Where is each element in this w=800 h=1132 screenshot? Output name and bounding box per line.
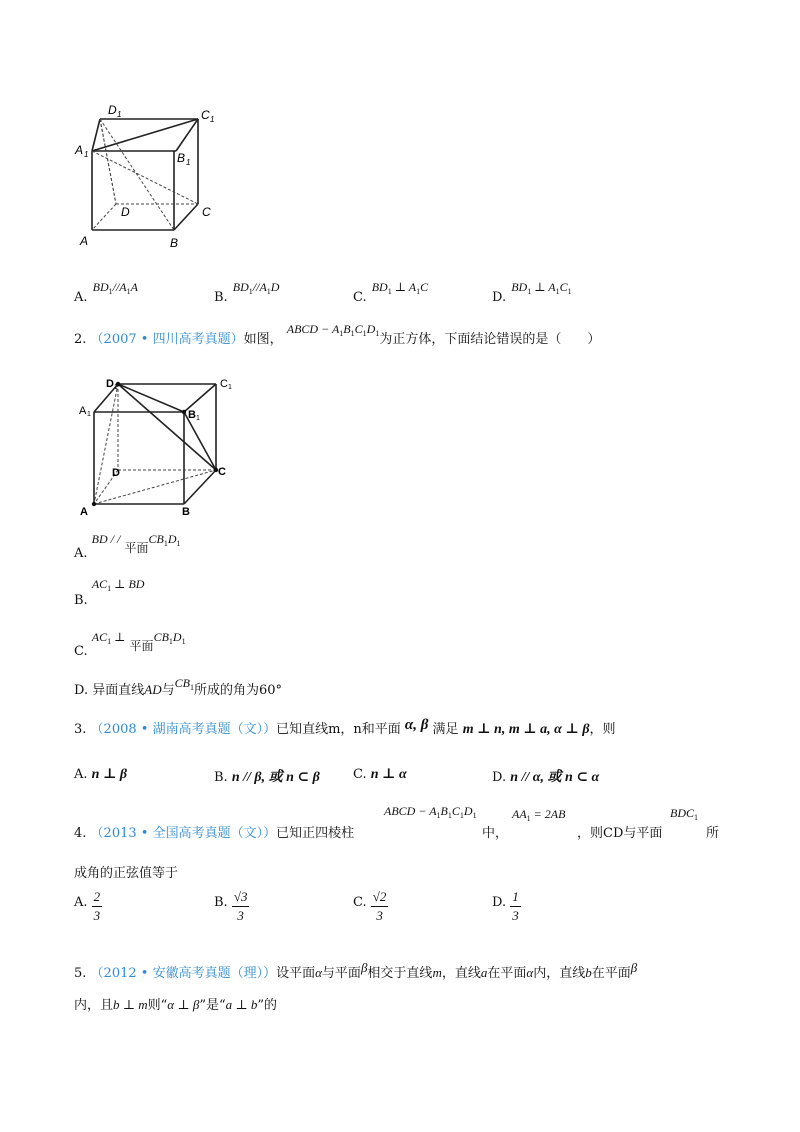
option-letter: D. bbox=[492, 770, 507, 785]
q4-option-c[interactable] bbox=[353, 888, 388, 925]
q1-label-d: D bbox=[121, 205, 130, 219]
option-letter: D. bbox=[492, 290, 507, 305]
q2-label-a1-sub: 1 bbox=[87, 411, 91, 418]
stem-text: 为正方体，下面结论错误的是（ ） bbox=[379, 332, 601, 347]
subscript: 1 bbox=[248, 287, 253, 296]
stem-text: 满足 bbox=[432, 722, 459, 737]
stem-text: 已知正四棱柱 bbox=[276, 826, 355, 841]
q1-option-a[interactable] bbox=[74, 276, 138, 305]
option-letter: A. bbox=[74, 895, 88, 910]
option-math: D bbox=[270, 280, 280, 294]
subscript: 1 bbox=[527, 287, 532, 296]
subscript: 1 bbox=[126, 287, 131, 296]
q4-stem-post bbox=[577, 822, 662, 841]
option-math: n // α, 或 n ⊂ α bbox=[510, 770, 600, 785]
option-text: 平面 bbox=[124, 541, 149, 555]
q4-option-d[interactable] bbox=[492, 888, 521, 925]
q4-stem-math: ABCD − $A_1B_1C_1D_1$ bbox=[384, 804, 477, 820]
option-letter: D. bbox=[492, 895, 507, 910]
option-letter: C. bbox=[353, 895, 367, 910]
math-text: AA bbox=[512, 807, 527, 821]
subscript: 1 bbox=[567, 287, 572, 296]
subscript: 1 bbox=[181, 637, 186, 646]
stem-math: β bbox=[360, 960, 368, 975]
q2-label-b1-sub: 1 bbox=[196, 415, 200, 422]
q1-label-a1-sub: 1 bbox=[84, 150, 89, 159]
q1-option-c[interactable] bbox=[353, 276, 429, 305]
question-source: （2013 • 全国高考真题（文）） bbox=[90, 826, 277, 841]
q1-option-b[interactable] bbox=[214, 276, 280, 305]
question-source: （2012 • 安徽高考真题（理）） bbox=[90, 966, 277, 981]
option-math: n // β, 或 n ⊂ β bbox=[231, 770, 320, 785]
fraction bbox=[510, 888, 521, 925]
q4-stem-end bbox=[706, 822, 719, 841]
option-letter: C. bbox=[74, 644, 88, 659]
question-number: 3. bbox=[74, 722, 87, 737]
stem-math: α, β bbox=[404, 717, 429, 733]
q4-option-b[interactable] bbox=[214, 888, 249, 925]
q2-label-c1: C bbox=[220, 378, 228, 390]
q2-option-d[interactable] bbox=[74, 676, 282, 699]
stem-text: ，则CD与平面 bbox=[577, 826, 663, 841]
stem-math: m ⊥ n, m ⊥ a, α ⊥ β bbox=[462, 722, 590, 737]
q1-label-b1: B bbox=[177, 151, 186, 165]
q3-option-a[interactable] bbox=[74, 766, 127, 783]
subscript: 1 bbox=[266, 287, 271, 296]
option-math bbox=[175, 676, 194, 690]
stem-math: β bbox=[630, 960, 638, 975]
stem-math: α bbox=[315, 965, 322, 980]
q4-stem-mid bbox=[482, 822, 508, 841]
q3-option-c[interactable] bbox=[353, 766, 407, 783]
q1-cube-figure bbox=[70, 100, 230, 250]
subscript: 1 bbox=[339, 329, 344, 338]
q1-label-c: C bbox=[202, 205, 211, 219]
subscript: 1 bbox=[472, 811, 477, 820]
q4-stem bbox=[74, 822, 354, 841]
numerator: √2 bbox=[371, 888, 389, 907]
question-source: （2007 • 四川高考真题） bbox=[90, 332, 244, 347]
option-text: 平面 bbox=[129, 639, 154, 653]
option-math: ⊥ A bbox=[391, 280, 417, 294]
math-text: CB bbox=[174, 676, 190, 690]
q2-label-b1: B bbox=[188, 409, 196, 421]
q1-label-b: B bbox=[170, 236, 179, 250]
q3-option-d[interactable] bbox=[492, 766, 599, 786]
subscript: 1 bbox=[459, 811, 464, 820]
fraction bbox=[232, 888, 250, 925]
subscript: 1 bbox=[176, 539, 181, 548]
option-text: 与 bbox=[161, 683, 175, 698]
option-math: CB bbox=[148, 532, 164, 546]
stem-text: 如图， bbox=[243, 332, 283, 347]
subscript: 1 bbox=[163, 539, 168, 548]
subscript: 1 bbox=[555, 287, 560, 296]
subscript: 1 bbox=[436, 811, 441, 820]
option-text: 异面直线 bbox=[92, 683, 145, 698]
stem-text: 中， bbox=[482, 826, 509, 841]
math-text: ABCD − A bbox=[286, 322, 340, 336]
subscript: 1 bbox=[387, 287, 392, 296]
stem-text: ，则 bbox=[589, 722, 616, 737]
subscript: 1 bbox=[108, 287, 113, 296]
q2-label-d: D bbox=[112, 467, 120, 479]
stem-text: ，直线 bbox=[441, 966, 481, 981]
denominator: 3 bbox=[93, 908, 101, 923]
q5-stem-line2 bbox=[74, 994, 277, 1013]
numerator: 2 bbox=[92, 888, 103, 907]
subscript: 1 bbox=[694, 813, 698, 822]
stem-text: 与平面 bbox=[321, 966, 361, 981]
option-math: ⊥ A bbox=[531, 280, 556, 294]
stem-math: b bbox=[585, 965, 592, 980]
subscript: 1 bbox=[107, 584, 112, 593]
stem-math: a bbox=[480, 965, 488, 980]
q2-option-c[interactable]: C. $AC_1$ ⊥ 平面$CB_1D_1$ bbox=[74, 630, 186, 659]
stem-text: 内，直线 bbox=[533, 966, 586, 981]
option-math: BD bbox=[511, 280, 528, 294]
option-math: BD / / bbox=[91, 532, 121, 546]
q2-label-a1: A bbox=[79, 405, 87, 417]
subscript: 1 bbox=[189, 683, 194, 692]
q1-label-d1-sub: 1 bbox=[117, 110, 122, 119]
q1-option-d[interactable] bbox=[492, 276, 572, 305]
option-letter: B. bbox=[214, 895, 228, 910]
subscript: 1 bbox=[447, 811, 452, 820]
q5-stem-line1 bbox=[74, 962, 637, 981]
subscript: 1 bbox=[350, 329, 355, 338]
option-math: BD bbox=[371, 280, 388, 294]
question-number: 2. bbox=[74, 332, 87, 347]
subscript: 1 bbox=[107, 637, 112, 646]
option-math: //A bbox=[252, 280, 267, 294]
q3-stem bbox=[74, 718, 616, 738]
stem-math: a ⊥ b bbox=[225, 997, 258, 1012]
option-letter: A. bbox=[74, 290, 88, 305]
option-math: BD bbox=[232, 280, 249, 294]
stem-text: 则“ bbox=[147, 998, 168, 1013]
option-letter: C. bbox=[353, 767, 367, 782]
q1-label-c1-sub: 1 bbox=[210, 115, 215, 124]
option-math: CB bbox=[153, 630, 169, 644]
q1-label-a1: A bbox=[75, 143, 84, 157]
fraction bbox=[371, 888, 389, 925]
option-math: C bbox=[559, 280, 568, 294]
q2-label-c: C bbox=[218, 466, 226, 478]
q2-label-d1-sub: 1 bbox=[114, 384, 118, 391]
stem-text: 所 bbox=[706, 826, 720, 841]
option-letter: C. bbox=[353, 290, 367, 305]
option-math: BD bbox=[92, 280, 109, 294]
stem-text: 已知直线m，n和平面 bbox=[276, 722, 401, 737]
q1-label-d1: D bbox=[108, 103, 117, 117]
stem-text: 在平面 bbox=[487, 966, 527, 981]
denominator: 3 bbox=[376, 908, 383, 923]
subscript: 1 bbox=[526, 814, 531, 823]
q4-stem-cond bbox=[512, 807, 565, 823]
option-math: n ⊥ β bbox=[91, 767, 128, 782]
subscript: 1 bbox=[375, 329, 380, 338]
math-text: ABCD − A bbox=[384, 804, 437, 818]
option-math: AC bbox=[91, 577, 108, 591]
denominator: 3 bbox=[512, 908, 519, 923]
q2-label-a: A bbox=[80, 506, 88, 518]
option-letter: B. bbox=[214, 770, 228, 785]
stem-math: b ⊥ m bbox=[113, 997, 148, 1012]
q2-label-d1: D bbox=[106, 378, 114, 390]
q3-option-b[interactable] bbox=[214, 766, 320, 786]
math-text: = 2AB bbox=[530, 807, 566, 821]
q1-label-c1: C bbox=[201, 108, 210, 122]
option-letter: A. bbox=[74, 546, 88, 561]
option-math: n ⊥ α bbox=[370, 767, 407, 782]
q2-stem bbox=[74, 322, 601, 348]
option-math: ⊥ bbox=[111, 630, 126, 644]
subscript: 1 bbox=[416, 287, 421, 296]
q4-stem-line2 bbox=[74, 862, 178, 881]
option-math: ⊥ BD bbox=[111, 577, 145, 591]
q4-stem-plane bbox=[670, 806, 698, 822]
q2-option-b[interactable] bbox=[74, 577, 145, 608]
stem-text: 相交于直线 bbox=[367, 966, 433, 981]
stem-text: 设平面 bbox=[276, 966, 316, 981]
q2-cube-figure bbox=[72, 372, 242, 520]
q2-label-c1-sub: 1 bbox=[228, 384, 232, 391]
stem-math: α ⊥ β bbox=[167, 997, 200, 1012]
option-letter: D. bbox=[74, 683, 89, 698]
stem-math: m bbox=[432, 965, 442, 980]
option-letter: B. bbox=[74, 593, 88, 608]
stem-text: 内，且 bbox=[74, 998, 114, 1013]
stem-text: ”是“ bbox=[199, 998, 226, 1013]
option-math: C bbox=[420, 280, 429, 294]
q2-option-a[interactable]: A. BD / / 平面$CB_1D_1$ bbox=[74, 532, 181, 561]
denominator: 3 bbox=[237, 908, 244, 923]
question-number: 5. bbox=[74, 966, 87, 981]
stem-text: 成角的正弦值等于 bbox=[74, 866, 179, 881]
option-math: A bbox=[130, 280, 138, 294]
option-math: //A bbox=[112, 280, 127, 294]
stem-math: α bbox=[526, 965, 534, 980]
numerator: 1 bbox=[510, 888, 521, 907]
option-math: AC bbox=[91, 630, 108, 644]
numerator: √3 bbox=[232, 888, 250, 907]
question-source: （2008 • 湖南高考真题（文）） bbox=[90, 722, 277, 737]
option-text: 所成的角为60° bbox=[193, 683, 282, 698]
option-math: AD bbox=[144, 682, 162, 697]
question-number: 4. bbox=[74, 826, 87, 841]
q4-option-a[interactable] bbox=[74, 888, 102, 925]
fraction bbox=[92, 888, 103, 925]
stem-text: ”的 bbox=[257, 998, 278, 1013]
q2-label-b: B bbox=[182, 506, 190, 518]
option-letter: A. bbox=[74, 767, 88, 782]
stem-math: ABCD − $A_1B_1C_1D_1$ bbox=[286, 322, 380, 338]
stem-text: 在平面 bbox=[591, 966, 631, 981]
q1-label-b1-sub: 1 bbox=[186, 158, 191, 167]
q1-label-a: A bbox=[80, 234, 89, 248]
option-letter: B. bbox=[214, 290, 228, 305]
math-text: BDC bbox=[670, 806, 694, 820]
subscript: 1 bbox=[168, 637, 173, 646]
subscript: 1 bbox=[362, 329, 367, 338]
